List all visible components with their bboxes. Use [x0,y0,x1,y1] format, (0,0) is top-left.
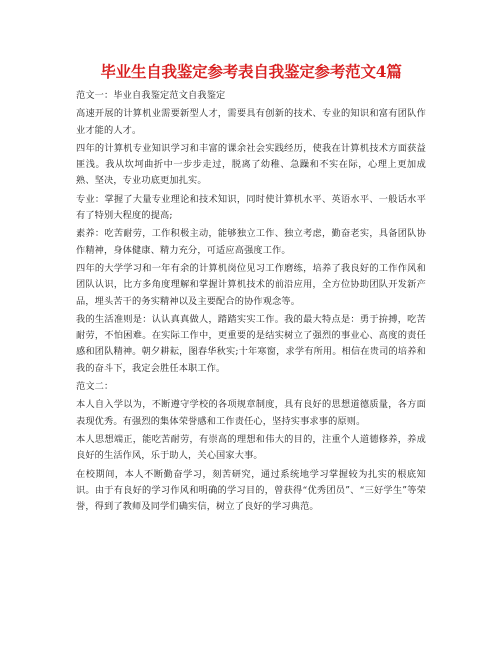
paragraph-quality: 素养：吃苦耐劳，工作积极主动，能够独立工作、独立考虑，勤奋老实，具备团队协作精神，身体健康、精力充分，可适应高强度工作。 [76,228,426,256]
paragraph-intro: 高速开展的计算机业需要新型人才，需要具有创新的技术、专业的知识和富有团队作业才能的人才。 [76,108,426,136]
paragraph-rules: 本人自入学以为，不断遵守学校的各项规章制度，具有良好的思想道德质量，各方面表现优秀。有强烈的集体荣誉感和工作责任心，坚持实事求事的原则。 [76,399,426,427]
document-page [76,62,426,515]
paragraph-life-principle: 我的生活准则是：认认真真做人，踏踏实实工作。我的最大特点是：勇于拚搏，吃苦耐劳，不怕困难。在实际工作中，更重要的是结实树立了强烈的事业心、高度的责任感和团队精神。朝夕耕耘，图春华秋实;十年寒窗，求学有所用。相信在贵司的培养和我的奋斗下，我定会胜任本职工作。 [76,313,426,374]
paragraph-university-study: 四年的大学学习和一年有余的计算机岗位见习工作磨练，培养了我良好的工作作风和团队认识，比方多角度理解和掌握计算机技术的前沿应用，全方位协助团队开发新产品，埋头苦干的务实精神以及主要配合的协作观念等。 [76,262,426,307]
paragraph-sample-one-heading: 范文一：毕业自我鉴定范文自我鉴定 [76,90,226,101]
paragraph-school-period: 在校期间，本人不断勤奋学习，刻苦研究，通过系统地学习掌握较为扎实的根底知识。由于有良好的学习作风和明确的学习目的，曾获得“优秀团员”、“三好学生”等荣誉，得到了教师及同学们确实信，树立了良好的学习典范。 [76,468,426,513]
paragraph-sample-two-heading: 范文二： [76,381,114,393]
paragraph-four-years: 四年的计算机专业知识学习和丰富的课余社会实践经历，使我在计算机技术方面获益匪浅。我从坎坷曲折中一步步走过，脱离了幼稚、急躁和不实在际，心理上更加成熟、坚决，专业功底更加扎实。 [76,142,426,187]
paragraph-ideology: 本人思想端正，能吃苦耐劳，有崇高的理想和伟大的目的，注重个人道德修养，养成良好的生活作风，乐于助人，关心国家大事。 [76,433,426,462]
paragraph-profession: 专业：掌握了大量专业理论和技术知识，同时使计算机水平、英语水平、一般话水平有了特别大程度的提高; [76,193,426,222]
document-title: 毕业生自我鉴定参考表自我鉴定参考范文4篇 [100,62,402,81]
